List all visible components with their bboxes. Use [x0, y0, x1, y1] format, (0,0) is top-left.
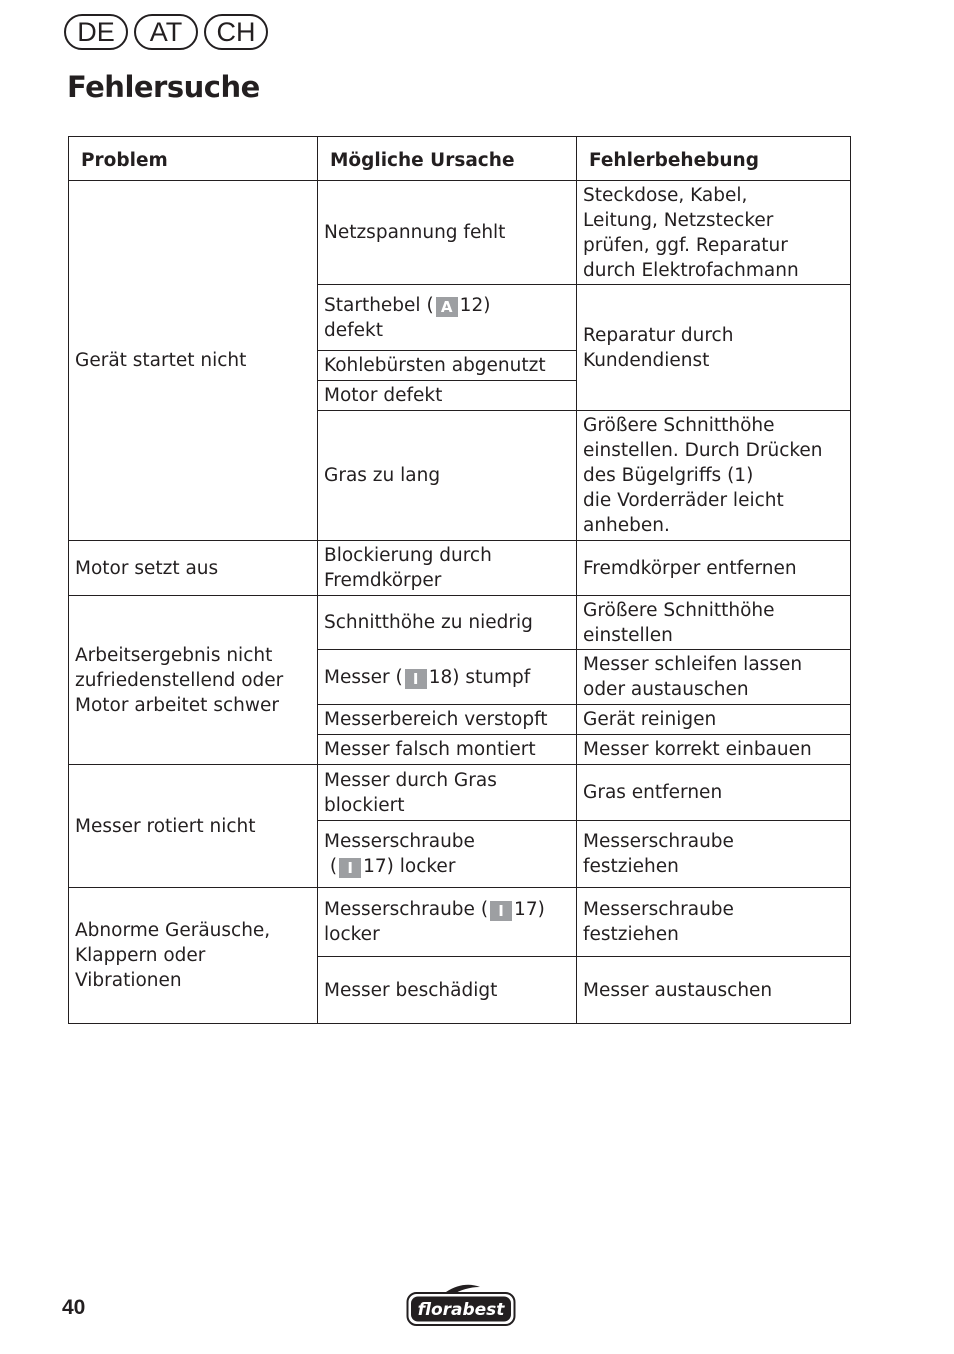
cause-cell: Messer falsch montiert [318, 735, 577, 765]
problem-cell [69, 888, 318, 1024]
text-line: festziehen [583, 856, 679, 877]
text-line: Messerschraube [583, 899, 734, 920]
text-line: Größere Schnitthöhe [583, 599, 775, 621]
remedy-cell: Gras entfernen [577, 765, 851, 821]
problem-cell: Gerät startet nicht [69, 181, 318, 541]
text-line: anheben. [583, 515, 670, 536]
remedy-cell [577, 821, 851, 888]
text-line: Kundendienst [583, 349, 710, 371]
text-line: Steckdose, Kabel, [583, 184, 748, 206]
table-row [69, 765, 851, 821]
remedy-cell: Gerät reinigen [577, 705, 851, 735]
text-line: Blockierung durch [324, 545, 492, 566]
text-fragment: 17) locker [363, 856, 456, 877]
text-fragment: Messer ( [324, 666, 403, 688]
country-badge-at: AT [134, 14, 198, 50]
problem-cell: Motor setzt aus [69, 541, 318, 596]
text-line: einstellen [583, 624, 673, 646]
text-line: Messerschraube [324, 831, 475, 852]
text-fragment: Starthebel ( [324, 294, 434, 316]
cause-cell: Schnitthöhe zu niedrig [318, 596, 577, 650]
page-title: Fehlersuche [67, 70, 260, 104]
text-line: defekt [324, 319, 383, 341]
country-badges [64, 14, 268, 50]
remedy-cell [577, 181, 851, 285]
problem-cell [69, 596, 318, 765]
table-row [69, 596, 851, 650]
text-line: prüfen, ggf. Reparatur [583, 234, 788, 256]
cause-cell [318, 541, 577, 596]
cause-cell: Kohlebürsten abgenutzt [318, 351, 577, 381]
text-line: die Vorderräder leicht [583, 490, 784, 511]
text-line: oder austauschen [583, 679, 749, 700]
cause-cell [318, 285, 577, 351]
troubleshooting-table [68, 136, 851, 1024]
cause-cell [318, 650, 577, 705]
text-line: zufriedenstellend oder [75, 669, 284, 691]
cause-cell: Messerbereich verstopft [318, 705, 577, 735]
remedy-cell [577, 888, 851, 957]
text-fragment: 18) stumpf [428, 666, 531, 688]
cause-cell [318, 888, 577, 957]
text-line: Reparatur durch [583, 324, 734, 346]
text-line: Abnorme Geräusche, [75, 920, 271, 941]
cause-cell: Messer beschädigt [318, 957, 577, 1024]
remedy-cell [577, 285, 851, 411]
text-line: Vibrationen [75, 970, 182, 991]
cause-cell: Motor defekt [318, 381, 577, 411]
text-fragment: ( [329, 856, 338, 877]
column-header-remedy: Fehlerbehebung [577, 137, 851, 181]
text-line: Motor arbeitet schwer [75, 694, 279, 716]
country-badge-de: DE [64, 14, 128, 50]
text-line: Messer schleifen lassen [583, 654, 803, 675]
problem-cell: Messer rotiert nicht [69, 765, 318, 888]
table-row [69, 181, 851, 285]
table-row [69, 888, 851, 957]
country-badge-ch: CH [204, 14, 268, 50]
text-line: Leitung, Netzstecker [583, 209, 774, 231]
column-header-problem: Problem [69, 137, 318, 181]
text-line: Fremdkörper [324, 570, 442, 591]
florabest-logo [406, 1283, 516, 1327]
cause-cell: Gras zu lang [318, 411, 577, 541]
text-line: Arbeitsergebnis nicht [75, 644, 273, 666]
figure-reference-badge: A [436, 297, 458, 317]
text-line: Messerschraube [583, 831, 734, 852]
text-line: durch Elektrofachmann [583, 259, 799, 281]
text-line: einstellen. Durch Drücken [583, 440, 823, 461]
text-line: blockiert [324, 794, 405, 816]
text-line: locker [324, 924, 380, 945]
page-number: 40 [62, 1296, 86, 1319]
text-line: Größere Schnitthöhe [583, 415, 775, 436]
remedy-cell [577, 596, 851, 650]
remedy-cell: Messer korrekt einbauen [577, 735, 851, 765]
table-row [69, 541, 851, 596]
text-fragment: Messerschraube ( [324, 899, 489, 920]
cause-cell: Netzspannung fehlt [318, 181, 577, 285]
text-line: Messer durch Gras [324, 769, 497, 791]
table-header-row [69, 137, 851, 181]
cause-cell [318, 765, 577, 821]
text-fragment: 12) [459, 294, 491, 316]
logo-text: florabest [417, 1300, 505, 1320]
figure-reference-badge: I [405, 669, 427, 689]
figure-reference-badge: I [490, 901, 512, 921]
remedy-cell: Messer austauschen [577, 957, 851, 1024]
text-line: des Bügelgriffs (1) [583, 465, 754, 486]
column-header-cause: Mögliche Ursache [318, 137, 577, 181]
cause-cell [318, 821, 577, 888]
remedy-cell: Fremdkörper entfernen [577, 541, 851, 596]
figure-reference-badge: I [339, 858, 361, 878]
remedy-cell [577, 650, 851, 705]
text-fragment: 17) [514, 899, 545, 920]
text-line: Klappern oder [75, 945, 206, 966]
remedy-cell [577, 411, 851, 541]
text-line: festziehen [583, 924, 679, 945]
